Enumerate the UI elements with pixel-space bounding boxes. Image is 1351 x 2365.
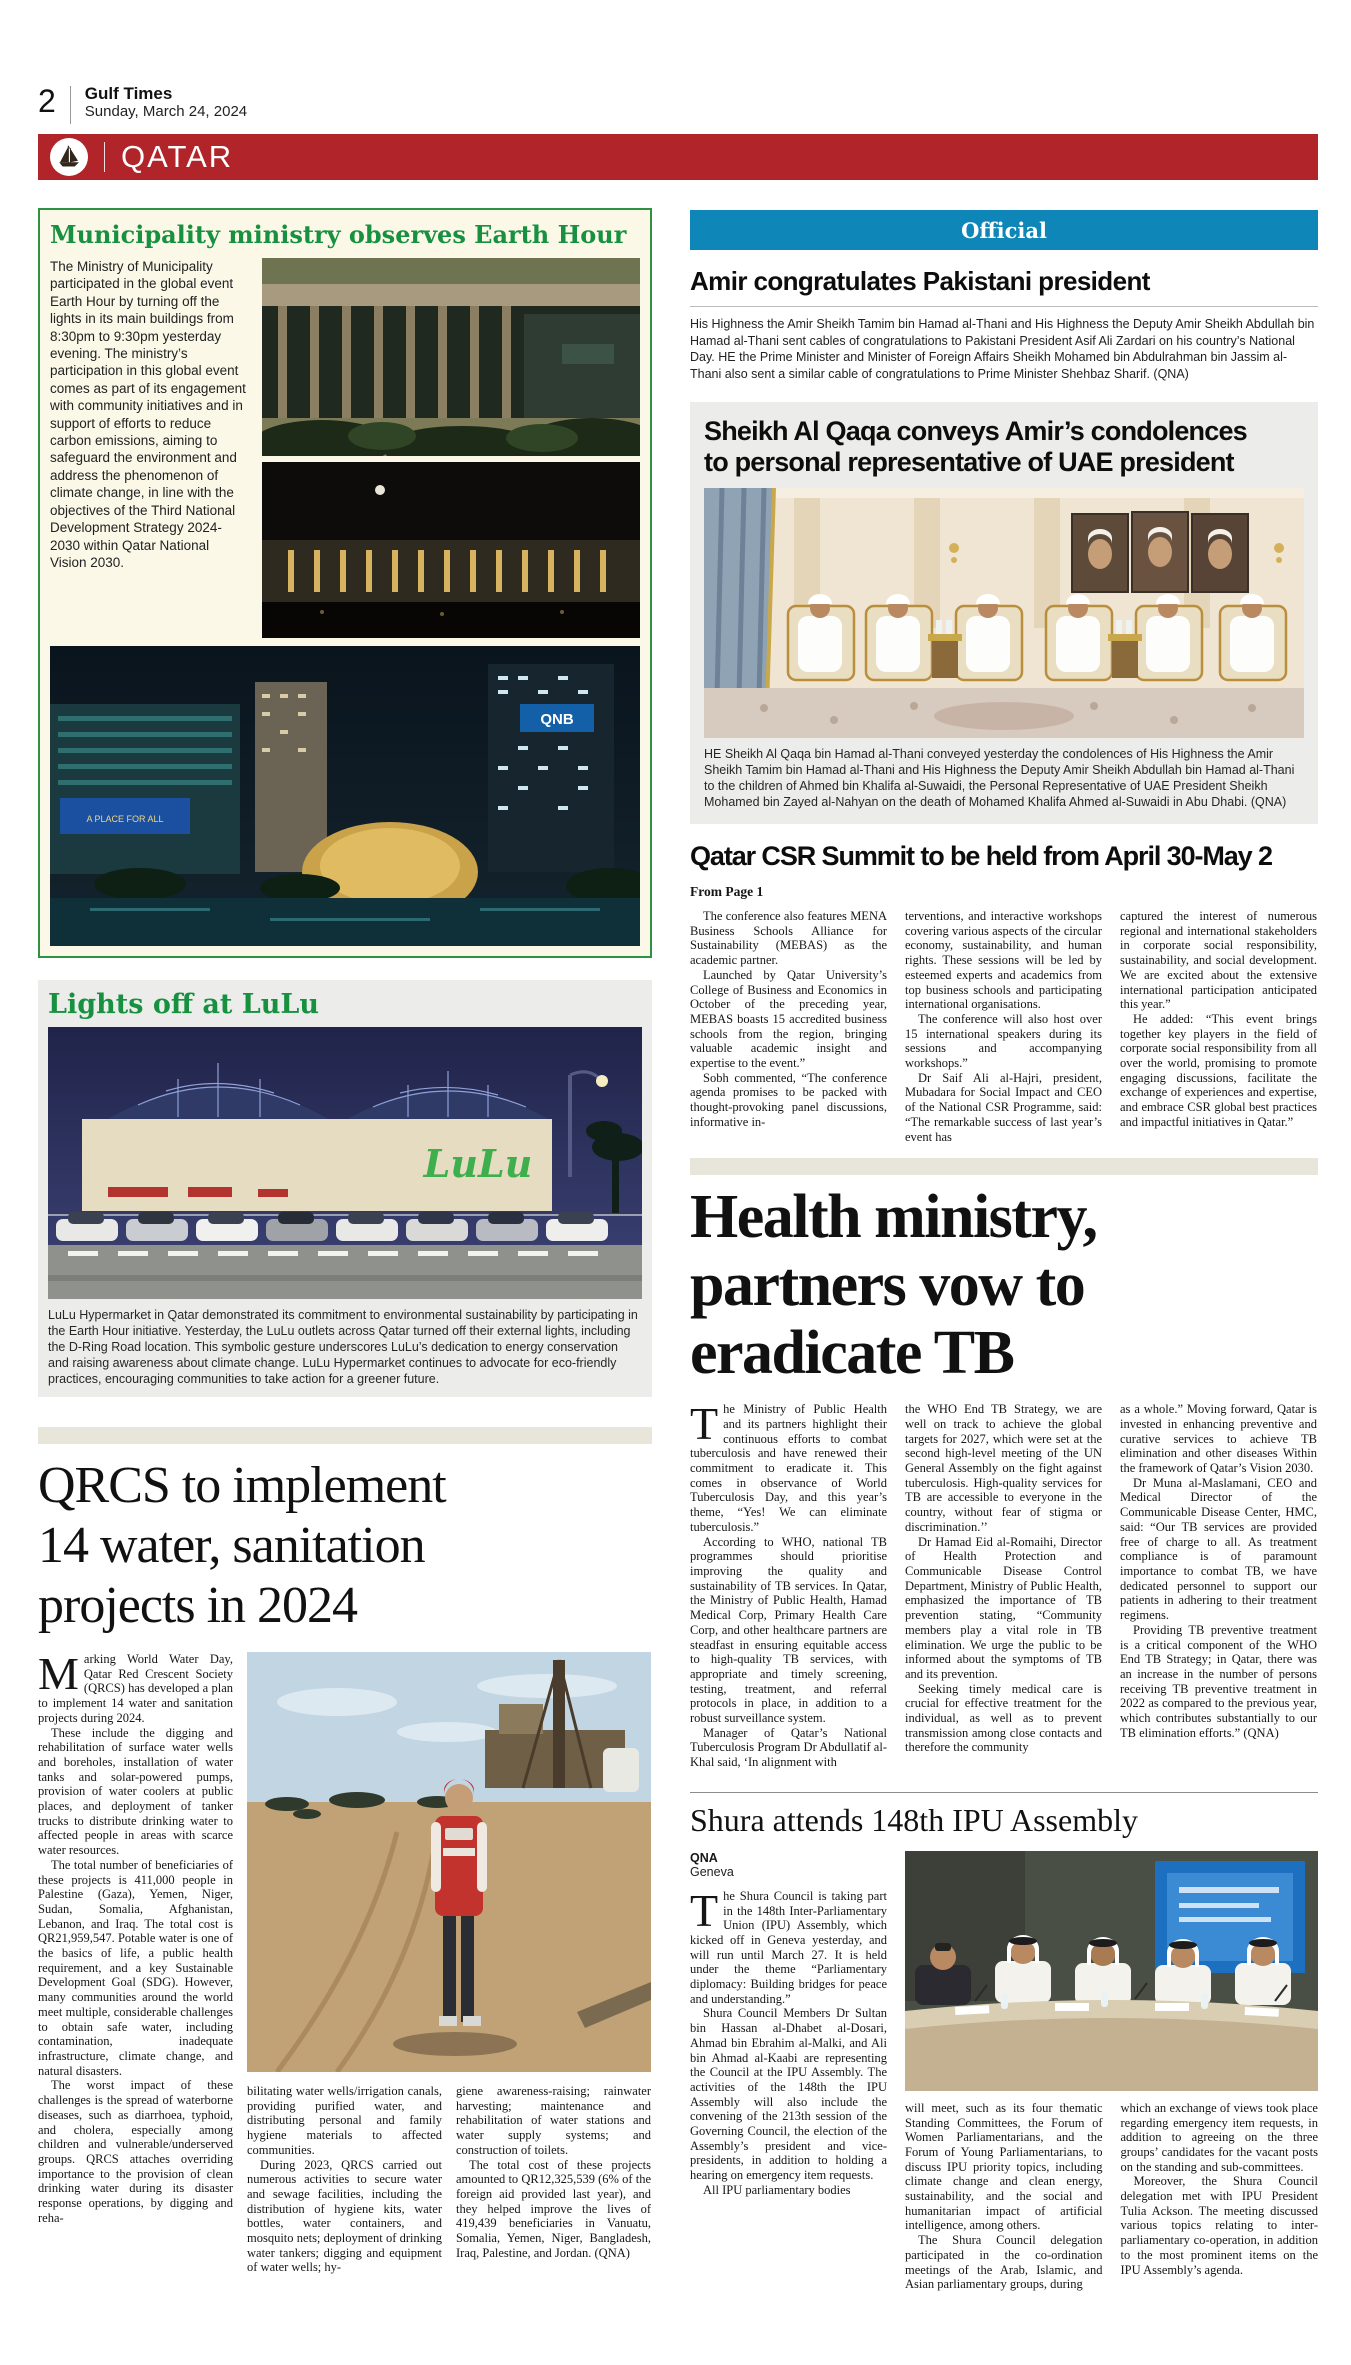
official-bar (690, 210, 1318, 250)
official-label: Official (961, 217, 1047, 243)
tb-article (690, 1183, 1318, 1770)
shura-column-2: will meet, such as its four thematic Standing Committees, the Forum of Women Parliamentarians, and the Forum of Young Parliamentarians, to discuss IPU priority topics, including climate change and clean energy, sustainability, and the social and humanitarian impact of artificial intelligence, among others. The Shura Council delegation participated in the co-ordination meetings of the Arab, Islamic, and Asian parliamentary groups, during (905, 2100, 1103, 2292)
shura-place: Geneva (690, 1864, 734, 1879)
masthead-divider (70, 86, 71, 124)
qnb-sign: QNB (540, 711, 574, 728)
section-divider (38, 1427, 652, 1444)
earth-hour-photo-skyline (50, 646, 640, 946)
lulu-sign: LuLu (423, 1141, 533, 1186)
amir-body: His Highness the Amir Sheikh Tamim bin Hamad al-Thani and His Highness the Deputy Amir Sheikh Abdullah bin Hamad al-Thani sent cables of congratulations to Pakistani President Asif Ali Zardari on his country’s National Day. HE the Prime Minister and Minister of Foreign Affairs Sheikh Mohamed bin Abdulrahman bin Jassim al-Thani also sent a similar cable of congratulations to Prime Minister Shehbaz Sharif. (QNA) (690, 317, 1315, 381)
qrcs-column-2: bilitating water wells/irrigation canals, providing purified water, and distributing personal and family hygiene materials to affected communities. During 2023, QRCS carried out numerous activities to secure water and sewage facilities, including the distribution of hygiene kits, water bottles, water containers, and mosquito nets; deployment of drinking water tankers; digging and equipment of water wells; hy- (247, 2084, 442, 2275)
place-for-all-sign: A PLACE FOR ALL (86, 814, 164, 824)
right-column (690, 210, 1318, 2292)
earth-hour-article (38, 208, 652, 958)
tb-headline-line1: Health ministry, (690, 1183, 1097, 1252)
page-number: 2 (38, 83, 56, 119)
csr-kicker: From Page 1 (690, 884, 764, 899)
tb-headline (690, 1183, 1318, 1387)
dhow-logo-icon (50, 138, 88, 176)
earth-hour-photo-dusk (262, 258, 640, 456)
shura-headline: Shura attends 148th IPU Assembly (690, 1801, 1138, 1838)
condolences-caption: HE Sheikh Al Qaqa bin Hamad al-Thani conveyed yesterday the condolences of His Highness the Amir Sheikh Tamim bin Hamad al-Thani and His Highness the Deputy Amir Sheikh Abdullah bin Hamad al-Thani to the children of Ahmed bin Khalifa al-Suwaidi, the Personal Representative of UAE President Sheikh Mohamed bin Zayed al-Nahyan on the death of Mohamed Khalifa Ahmed al-Suwaidi in Abu Dhabi. (QNA) (704, 747, 1295, 809)
csr-column-3: captured the interest of numerous regional and international stakeholders in corporate social responsibility, sustainability, and social development. We are excited about the extensive international participation anticipated this year.” He added: “This event brings together key players in the field of corporate social responsibility from all over the world, promising to promote engaging discussions, facilitate the exchange of experiences and expertise, and embrace CSR global best practices and impactful initiatives in Qatar.” (1120, 909, 1317, 1129)
qrcs-headline-line2: 14 water, sanitation (38, 1517, 425, 1574)
shura-agency: QNA (690, 1850, 718, 1865)
qrcs-article (38, 1456, 652, 2275)
earth-hour-photo-night (262, 462, 640, 638)
section-divider (690, 1158, 1318, 1175)
issue-date: Sunday, March 24, 2024 (84, 103, 248, 120)
earth-hour-headline: Municipality ministry observes Earth Hour (50, 220, 627, 249)
qrcs-headline-line1: QRCS to implement (38, 1457, 446, 1514)
tb-column-1: The Ministry of Public Health and its partners highlight their continuous efforts to combat tuberculosis and have renewed their commitment to eradicate it. This comes in observance of World Tuberculosis Day, and this year’s theme, “Yes! We can eliminate tuberculosis.” According to WHO, national TB programmes should prioritise improving the quality and sustainability of TB services. In Qatar, the Ministry of Public Health, Hamad Medical Corp, Primary Health Care Corp, and other healthcare partners are steadfast in ensuring equitable access to high-quality TB services, with appropriate and timely screening, testing, treatment, and referral protocols in place, in addition to a robust surveillance system. Manager of Qatar’s National Tuberculosis Program Dr Abdullatif al-Khal said, ‘In alignment with (690, 1398, 887, 1770)
qrcs-column-3: giene awareness-raising; rainwater harvesting; maintenance and rehabilitation of water stations and water supply systems; and construction of toilets. The total cost of these projects amounted to QR12,325,539 (6% of the foreign aid provided last year), and they helped improve the lives of 419,439 beneficiaries in Vanuatu, Somalia, Yemen, Niger, Bangladesh, Iraq, Palestine, and Jordan. (QNA) (456, 2084, 651, 2260)
banner-divider (104, 142, 105, 172)
csr-column-1: The conference also features MENA Business Schools Alliance for Sustainability (MEBAS) as the academic partner. Launched by Qatar University’s College of Business and Economics in October of the preceding year, MEBAS boasts 15 accredited business schools from the region, bringing valuable academic insight and expertise to the event.” Sobh commented, “The conference agenda promises to be packed with thought-provoking panel discussions, informative in- (690, 909, 887, 1129)
csr-article (690, 840, 1318, 1144)
qrcs-column-1: Marking World Water Day, Qatar Red Crescent Society (QRCS) has developed a plan to implement 14 water and sanitation projects during 2024. These include the digging and rehabilitation of surface water wells and boreholes, installation of water tanks and solar-powered pumps, provision of water coolers at public places, and deployment of tanker trucks to distribute drinking water to affected people in areas with scarce water resources. The total number of beneficiaries of these projects is 411,000 people in Palestine (Gaza), Yemen, Niger, Sudan, Somalia, Afghanistan, Lebanon, and Iraq. The total cost is QR21,959,547. Potable water is one of the basics of life, a public health requirement, and a key Sustainable Development Goal (SDG). However, many communities around the world meet multiple, considerable challenges to obtain safe water, including contamination, inadequate infrastructure, climate change, and natural disasters. The worst impact of these challenges is the spread of waterborne diseases, such as diarrhoea, typhoid, and cholera, especially among children and vulnerable/underserved groups. QRCS attaches overriding importance to the provision of clean drinking water during its disaster response operations, by digging and reha- (38, 1648, 233, 2225)
section-title: QATAR (121, 139, 234, 174)
paper-name: Gulf Times (84, 84, 173, 103)
section-banner (38, 134, 1318, 180)
qrcs-headline-line3: projects in 2024 (38, 1577, 358, 1634)
qrcs-photo (247, 1652, 651, 2072)
amir-rule (690, 306, 1318, 307)
shura-byline (690, 1851, 887, 1879)
condolences-article (690, 402, 1318, 824)
lulu-article (38, 980, 652, 1397)
masthead (38, 84, 247, 124)
lulu-caption: LuLu Hypermarket in Qatar demonstrated its commitment to environmental sustainability by participating in the Earth Hour initiative. Yesterday, the LuLu outlets across Qatar turned off their external lights, including the D-Ring Road location. This symbolic gesture underscores LuLu’s dedication to energy conservation and raising awareness about climate change. LuLu Hypermarket continues to advocate for eco-friendly practices, encouraging communities to take action for a greener future. (48, 1308, 638, 1386)
condolences-headline-line2: to personal representative of UAE president (704, 447, 1234, 477)
tb-headline-line3: eradicate TB (690, 1319, 1014, 1388)
tb-column-3: as a whole.” Moving forward, Qatar is invested in enhancing preventive and curative services to achieve TB elimination and other diseases Within the framework of Qatar’s Vision 2030. Dr Muna al-Maslamani, CEO and Medical Director of the Communicable Disease Center, HMC, said: “Our TB services are provided free of charge to all. As treatment compliance is of paramount importance to combat TB, we have dedicated personnel to support our patients in adhering to their treatment regimens. Providing TB preventive treatment is a critical component of the WHO End TB Strategy; in Qatar, there was an increase in the number of persons receiving TB preventive treatment in 2022 as compared to the previous year, which contributes substantially to our TB elimination efforts.” (QNA) (1120, 1402, 1317, 1740)
qrcs-headline (38, 1456, 652, 1636)
tb-column-2: the WHO End TB Strategy, we are well on track to achieve the global targets for 2027, which were set at the second high-level meeting of the UN General Assembly on the fight against tuberculosis. High-quality services for TB are accessible to everyone in the country, without fear of stigma or discrimination.’’ Dr Hamad Eid al-Romaihi, Director of Health Protection and Communicable Disease Control Department, Ministry of Public Health, emphasized the importance of TB prevention stating, “Community members play a vital role in TB elimination. We urge the public to be informed about the symptoms of TB and its prevention. Seeking timely medical care is crucial for effective treatment for the individual, as well as to prevent transmission among close contacts and therefore the community (905, 1402, 1102, 1755)
shura-photo (905, 1851, 1318, 2091)
shura-article (690, 1792, 1318, 2292)
amir-headline: Amir congratulates Pakistani president (690, 266, 1150, 296)
csr-column-2: terventions, and interactive workshops covering various aspects of the circular economy, sustainability, and human rights. These sessions will be led by esteemed experts and academics from top business schools and participating international organisations. The conference will also host over 15 international speakers during its sessions and accompanying workshops.” Dr Saif Ali al-Hajri, president, Mubadara for Social Impact and CEO of the National CSR Programme, said: “The remarkable success of last year’s event has (905, 909, 1102, 1144)
earth-hour-body: The Ministry of Municipality participated in the global event Earth Hour by turning off the lights in its main buildings from 8:30pm to 9:30pm yesterday evening. The ministry’s participation in this global event comes as part of its engagement with community initiatives and in support of efforts to reduce carbon emissions, aiming to safeguard the environment and address the phenomenon of climate change, in line with the objectives of the Third National Development Strategy 2024-2030 within Qatar National Vision 2030. (50, 259, 246, 570)
tb-headline-line2: partners vow to (690, 1251, 1085, 1320)
csr-headline: Qatar CSR Summit to be held from April 30-May 2 (690, 841, 1272, 871)
lulu-photo (48, 1027, 642, 1299)
shura-column-3: which an exchange of views took place regarding emergency item requests, in addition to agreeing on the three groups’ candidates for the vacant posts on the standing and sub-committees. Moreover, the Shura Council delegation met with IPU President Tulia Ackson. The meeting discussed various topics relating to inter-parliamentary co-operation, in addition to the most prominent items on the IPU Assembly’s agenda. (1120, 2100, 1318, 2277)
condolences-headline (704, 416, 1304, 478)
amir-article (690, 266, 1318, 382)
condolences-photo (704, 488, 1304, 738)
left-column (38, 208, 652, 2275)
lulu-headline: Lights off at LuLu (48, 989, 319, 1020)
shura-column-1: The Shura Council is taking part in the 148th Inter-Parliamentary Union (IPU) Assembly, which kicked off in Geneva yesterday, and will run until March 27. It is held under the theme “Parliamentary diplomacy: Building bridges for peace and understanding.” Shura Council Members Dr Sultan bin Hassan al-Dhabet al-Dosari, Ahmad bin Ebrahim al-Malki, and Ali bin Ahmad al-Kaabi are representing the Council at the IPU Assembly. The activities of the 148th the IPU Assembly will also include the convening of the 213th session of the Governing Council, the election of the Assembly’s president and vice-presidents, in addition to holding a hearing on emergency item requests. All IPU parliamentary bodies (690, 1884, 887, 2197)
condolences-headline-line1: Sheikh Al Qaqa conveys Amir’s condolences (704, 416, 1247, 446)
